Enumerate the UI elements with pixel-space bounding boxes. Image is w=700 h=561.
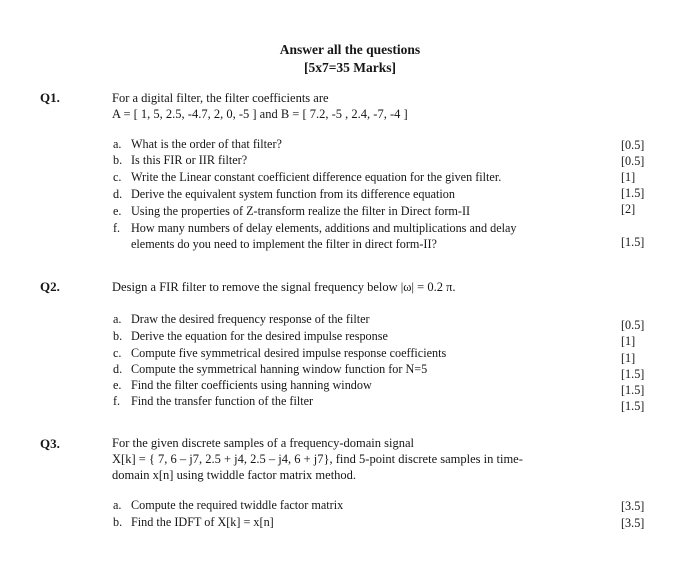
q3-marks-b: [3.5] bbox=[621, 516, 645, 530]
q2-item-c: c. Compute five symmetrical desired impulse response coefficients bbox=[113, 346, 447, 360]
page-title: Answer all the questions bbox=[279, 42, 421, 57]
q1-item-f-continued: elements do you need to implement the filter in direct form-II? bbox=[131, 237, 437, 251]
q2-item-a: a. Draw the desired frequency response of the filter bbox=[113, 312, 370, 326]
q1-marks-c: [1] bbox=[621, 170, 636, 184]
q2-item-f: f. Find the transfer function of the filter bbox=[113, 394, 314, 408]
q3-item-b: b. Find the IDFT of X[k] = x[n] bbox=[113, 515, 274, 529]
q2-item-b: b. Derive the equation for the desired impulse response bbox=[113, 329, 388, 343]
q2-marks-a: [0.5] bbox=[621, 318, 645, 332]
q2-item-d: d. Compute the symmetrical hanning window function for N=5 bbox=[113, 362, 428, 376]
q1-item-f: f. How many numbers of delay elements, additions and multiplications and delay bbox=[113, 221, 517, 235]
q1-intro: For a digital filter, the filter coefficients are bbox=[112, 91, 329, 105]
q2-marks-e: [1.5] bbox=[621, 383, 645, 397]
q1-marks-b: [0.5] bbox=[621, 154, 645, 168]
q2-intro: Design a FIR filter to remove the signal frequency below |ω| = 0.2 π. bbox=[112, 280, 456, 294]
q1-marks-e: [2] bbox=[621, 202, 636, 216]
q2-label: Q2. bbox=[40, 279, 60, 294]
q3-intro-line3: domain x[n] using twiddle factor matrix method. bbox=[112, 468, 357, 482]
q1-marks-d: [1.5] bbox=[621, 186, 645, 200]
q3-label: Q3. bbox=[40, 436, 60, 451]
q3-marks-a: [3.5] bbox=[621, 499, 645, 513]
q2-marks-b: [1] bbox=[621, 334, 636, 348]
page-subtitle: [5x7=35 Marks] bbox=[303, 60, 397, 75]
q3-item-a: a. Compute the required twiddle factor matrix bbox=[113, 498, 344, 512]
q1-item-c: c. Write the Linear constant coefficient difference equation for the given filter. bbox=[113, 170, 502, 184]
q2-item-e: e. Find the filter coefficients using hanning window bbox=[113, 378, 372, 392]
q2-marks-f: [1.5] bbox=[621, 399, 645, 413]
q1-item-b: b. Is this FIR or IIR filter? bbox=[113, 153, 248, 167]
q3-intro-line1: For the given discrete samples of a frequency-domain signal bbox=[112, 436, 414, 450]
q1-coefficients: A = [ 1, 5, 2.5, -4.7, 2, 0, -5 ] and B = [ 7.2, -5 , 2.4, -7, -4 ] bbox=[112, 107, 408, 121]
q1-marks-a: [0.5] bbox=[621, 138, 645, 152]
q2-marks-d: [1.5] bbox=[621, 367, 645, 381]
q3-intro-line2: X[k] = { 7, 6 – j7, 2.5 + j4, 2.5 – j4, 6 + j7}, find 5-point discrete samples in time- bbox=[112, 452, 523, 466]
q2-marks-c: [1] bbox=[621, 351, 636, 365]
q1-item-d: d. Derive the equivalent system function from its difference equation bbox=[113, 187, 455, 201]
q1-item-a: a. What is the order of that filter? bbox=[113, 137, 282, 151]
q1-marks-f: [1.5] bbox=[621, 235, 645, 249]
q1-label: Q1. bbox=[40, 90, 60, 105]
q1-item-e: e. Using the properties of Z-transform realize the filter in Direct form-II bbox=[113, 204, 471, 218]
